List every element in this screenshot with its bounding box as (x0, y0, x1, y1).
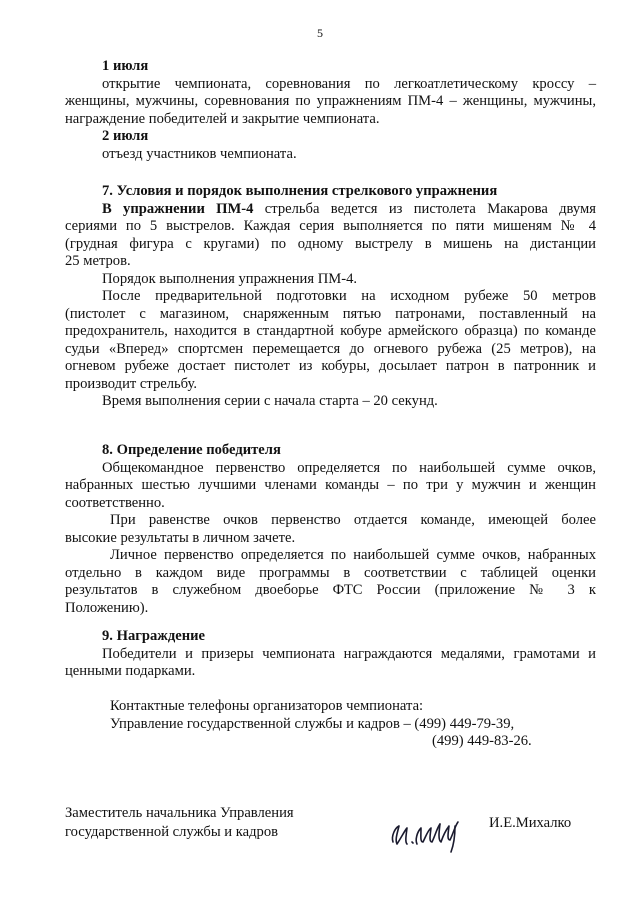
paragraph-line (65, 201, 596, 219)
paragraph-line: соответственно. (65, 494, 165, 511)
paragraph-line: отдельно в каждом виде программы в соответствии с таблицей оценки (65, 564, 596, 581)
section-8 (65, 442, 596, 512)
contacts-phone-2: (499) 449-83-26. (432, 733, 532, 749)
paragraph-line: производит стрельбу. (65, 375, 198, 392)
section-8-paragraph-2 (65, 512, 596, 547)
paragraph-line: После предварительной подготовки на исходном рубеже 50 метров (102, 288, 596, 304)
day1-text (65, 76, 596, 129)
section-8-paragraph-3 (65, 547, 596, 617)
paragraph-line: При равенстве очков первенство отдается команде, имеющей более (110, 512, 596, 528)
section-9-paragraph-1 (65, 646, 596, 681)
paragraph-line: результатов в служебном двоеборье ФТС России (приложение № 3 к (65, 582, 596, 598)
paragraph-line: (грудная фигура с кругами) по одному выстрелу в мишень на дистанции (65, 235, 596, 252)
paragraph-line-text: стрельба ведется из пистолета Макарова двумя (253, 200, 596, 217)
paragraph-line: Победители и призеры чемпионата награждаются медалями, грамотами и (102, 645, 596, 662)
section-7-paragraph-3 (65, 288, 596, 393)
section-7-paragraph-4: Время выполнения серии с начала старта – 20 секунд. (102, 393, 438, 409)
section-8-paragraph-1 (65, 460, 596, 513)
paragraph-line: сериями по 5 выстрелов. Каждая серия выполняется по пяти мишеням № 4 (65, 218, 596, 234)
section-9 (65, 628, 596, 681)
day1-line: открытие чемпионата, соревнования по легкоатлетическому кроссу – (102, 75, 596, 92)
day2-heading: 2 июля (102, 128, 149, 144)
paragraph-line: Общекомандное первенство определяется по наибольшей сумме очков, (102, 459, 596, 476)
page-number: 5 (317, 26, 323, 40)
position-line-1: Заместитель начальника Управления (65, 805, 294, 821)
section-7-heading: 7. Условия и порядок выполнения стрелкового упражнения (102, 183, 498, 199)
handwritten-signature (385, 806, 465, 856)
paragraph-line: Личное первенство определяется по наибольшей сумме очков, набранных (110, 547, 596, 563)
exercise-name: В упражнении ПМ-4 (102, 200, 254, 217)
signatory-name: И.Е.Михалко (489, 815, 572, 831)
contacts-intro: Контактные телефоны организаторов чемпионата: (110, 698, 424, 714)
paragraph-line: огневом рубеже достает пистолет из кобуры, досылает патрон в патронник и (65, 358, 596, 374)
contacts-block (65, 698, 596, 751)
paragraph-line: (пистолет с магазином, снаряженным пятью патронами, поставленный на (65, 305, 596, 322)
paragraph-line: судьи «Вперед» спортсмен перемещается до огневого рубежа (25 метров), на (65, 340, 596, 357)
section-9-heading: 9. Награждение (102, 628, 206, 644)
paragraph-line: предохранитель, находится в стандартной кобуре армейского образца) по команде (65, 323, 596, 339)
section-7-paragraph-2: Порядок выполнения упражнения ПМ-4. (102, 270, 358, 287)
day1-line: женщины, мужчины, соревнования по упражнениям ПМ-4 – женщины, мужчины, (65, 93, 596, 109)
schedule-block (65, 58, 596, 163)
paragraph-line: 25 метров. (65, 253, 131, 269)
paragraph-line: высокие результаты в личном зачете. (65, 529, 296, 546)
signatory-position (65, 804, 294, 842)
day1-heading: 1 июля (102, 58, 149, 74)
position-line-2: государственной службы и кадров (65, 824, 279, 840)
section-7 (65, 183, 596, 411)
section-7-paragraph-1 (65, 201, 596, 271)
paragraph-line: ценными подарками. (65, 663, 196, 679)
paragraph-line: набранных шестью лучшими членами команды – по три у мужчин и женщин (65, 477, 596, 493)
section-8-heading: 8. Определение победителя (102, 442, 281, 458)
day1-line: награждение победителей и закрытие чемпионата. (65, 110, 380, 127)
day2-line: отъезд участников чемпионата. (102, 145, 297, 162)
paragraph-line: Положению). (65, 599, 149, 616)
contacts-department: Управление государственной службы и кадров – (499) 449-79-39, (110, 715, 515, 732)
